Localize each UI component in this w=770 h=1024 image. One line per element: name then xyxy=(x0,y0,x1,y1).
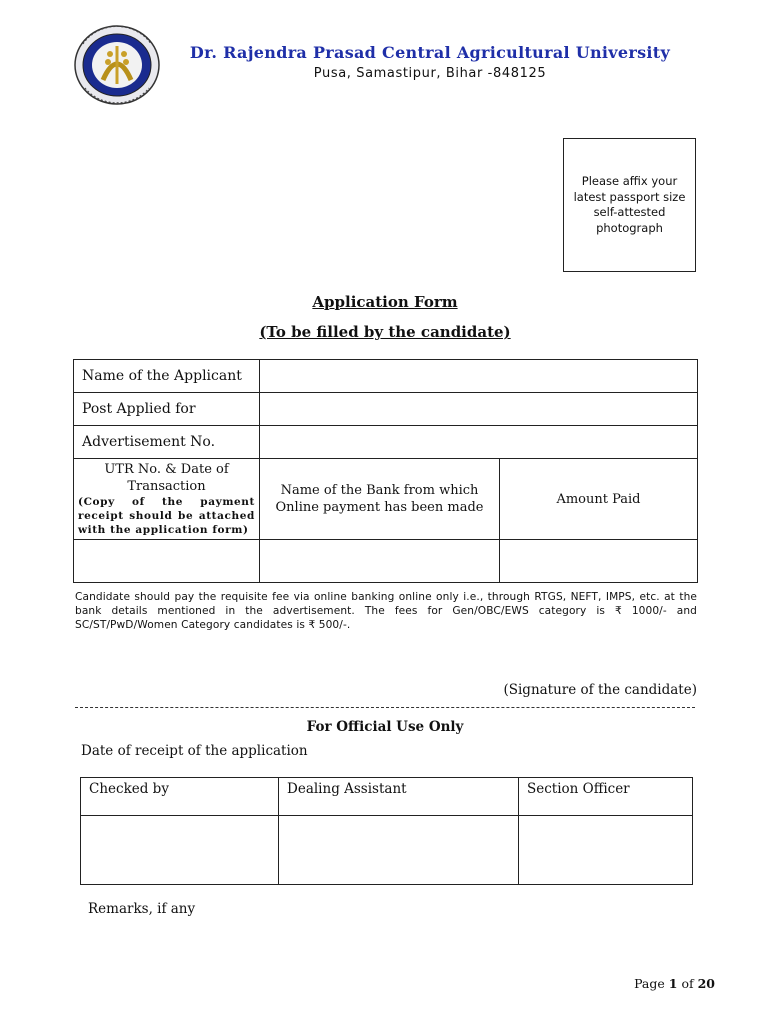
page-prefix: Page xyxy=(634,976,665,991)
divider xyxy=(75,707,695,708)
bank-header: Name of the Bank from which Online payment has been made xyxy=(260,459,500,540)
name-label: Name of the Applicant xyxy=(74,360,260,393)
table-row xyxy=(74,393,698,426)
page-number xyxy=(634,976,715,991)
post-input-cell[interactable] xyxy=(260,393,698,426)
page-current: 1 xyxy=(668,976,678,991)
official-use-title: For Official Use Only xyxy=(306,719,464,735)
table-row xyxy=(81,816,693,885)
photo-box xyxy=(563,138,696,272)
page-total: 20 xyxy=(697,976,715,991)
remarks-label: Remarks, if any xyxy=(88,901,196,917)
section-officer-header: Section Officer xyxy=(519,778,693,816)
receipt-date-label: Date of receipt of the application xyxy=(81,743,308,759)
utr-header xyxy=(74,459,260,540)
table-row xyxy=(74,459,698,540)
page-sep: of xyxy=(681,976,694,991)
post-label: Post Applied for xyxy=(74,393,260,426)
checked-by-cell[interactable] xyxy=(81,816,279,885)
table-row xyxy=(81,778,693,816)
bank-input-cell[interactable] xyxy=(260,540,500,583)
dealing-assistant-header: Dealing Assistant xyxy=(279,778,519,816)
photo-instructions: Please affix your latest passport size self-attested photograph xyxy=(573,174,686,235)
form-title: Application Form xyxy=(312,293,458,311)
university-address: Pusa, Samastipur, Bihar -848125 xyxy=(313,66,547,81)
utr-header-note: (Copy of the payment receipt should be attached with the application form) xyxy=(78,496,255,536)
amount-input-cell[interactable] xyxy=(500,540,698,583)
section-officer-cell[interactable] xyxy=(519,816,693,885)
official-use-table xyxy=(80,777,693,885)
applicant-details-table xyxy=(73,359,698,583)
form-subtitle: (To be filled by the candidate) xyxy=(259,323,511,341)
table-row xyxy=(74,540,698,583)
checked-by-header: Checked by xyxy=(81,778,279,816)
dealing-assistant-cell[interactable] xyxy=(279,816,519,885)
table-row xyxy=(74,360,698,393)
advt-input-cell[interactable] xyxy=(260,426,698,459)
signature-label: (Signature of the candidate) xyxy=(503,682,697,698)
amount-header: Amount Paid xyxy=(500,459,698,540)
utr-input-cell[interactable] xyxy=(74,540,260,583)
fee-note: Candidate should pay the requisite fee via online banking online only i.e., through RTGS, NEFT, IMPS, etc. at the bank details mentioned in the advertisement. The fees for Gen/OBC/EWS category is ₹ 1000/- and SC/ST/PwD/Women Category candidates is ₹ 500/-. xyxy=(75,591,697,631)
advt-label: Advertisement No. xyxy=(74,426,260,459)
university-name: Dr. Rajendra Prasad Central Agricultural University xyxy=(189,43,671,62)
utr-header-label: UTR No. & Date of Transaction xyxy=(104,462,229,494)
university-seal-icon xyxy=(73,24,161,106)
name-input-cell[interactable] xyxy=(260,360,698,393)
table-row xyxy=(74,426,698,459)
